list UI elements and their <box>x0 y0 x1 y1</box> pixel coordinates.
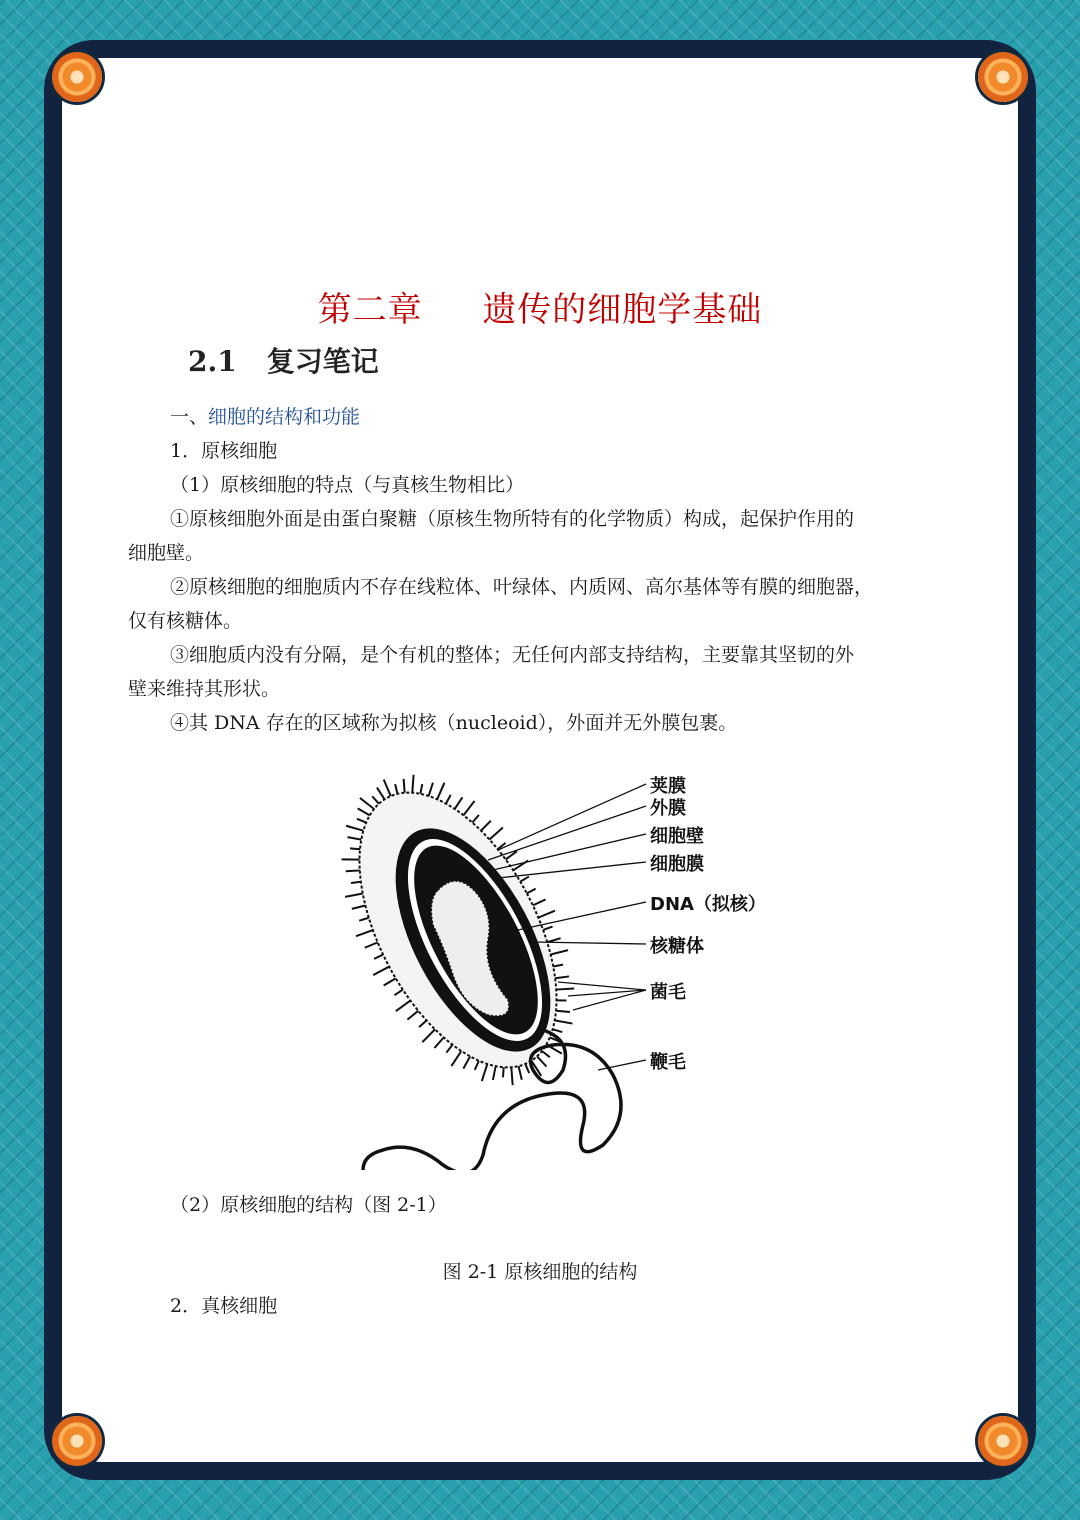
pilus-hair <box>511 1067 512 1085</box>
pilus-hair <box>446 795 451 804</box>
pilus-hair <box>395 784 397 794</box>
pilus-hair <box>357 819 366 823</box>
point-4-line-1: ④其 DNA 存在的区域称为拟核（nucleoid），外面并无外膜包裹。 <box>170 712 738 734</box>
pilus-hair <box>358 808 370 815</box>
point-3-line-1: ③细胞质内没有分隔，是个有机的整体；无任何内部支持结构，主要靠其坚韧的外 <box>170 644 855 666</box>
label-pili: 菌毛 <box>650 982 686 1003</box>
chapter-name: 遗传的细胞学基础 <box>482 290 763 330</box>
pilus-hair <box>537 1056 546 1066</box>
pilus-hair <box>481 821 491 831</box>
heading-1: 一、细胞的结构和功能 <box>170 406 361 428</box>
section-text: 复习笔记 <box>266 345 379 378</box>
pilus-hair <box>463 1056 470 1068</box>
pilus-hair <box>356 930 373 936</box>
pilus-hair <box>525 1064 529 1073</box>
pilus-hair <box>464 801 475 815</box>
pilus-hair <box>350 848 360 849</box>
prokaryotic-cell-figure <box>328 770 768 1170</box>
pilus-hair <box>472 815 479 823</box>
pilus-hair <box>519 1066 522 1080</box>
pilus-hair <box>489 827 502 839</box>
corner-ornament-icon <box>52 52 102 102</box>
pilus-hair <box>553 1029 563 1032</box>
pilus-hair <box>429 783 433 796</box>
pilus-hair <box>352 906 366 909</box>
section-title <box>188 340 379 380</box>
label-dna-nucleoid: DNA（拟核） <box>650 894 766 915</box>
pilus-hair <box>374 955 383 959</box>
label-cell-wall: 细胞壁 <box>650 826 704 847</box>
item-1-1: （1）原核细胞的特点（与真核生物相比） <box>170 474 525 496</box>
page-sheet <box>62 58 1018 1462</box>
pilus-hair <box>384 978 396 985</box>
label-outer-membrane: 外膜 <box>650 798 686 819</box>
pilus-hair <box>377 788 385 800</box>
chapter-number: 第二章 <box>317 290 423 330</box>
pilus-hair <box>372 796 379 803</box>
point-2-line-1: ②原核细胞的细胞质内不存在线粒体、叶绿体、内质网、高尔基体等有膜的细胞器， <box>170 576 874 598</box>
pilus-hair <box>493 1066 496 1080</box>
pilus-hair <box>419 1020 426 1027</box>
pilus-hair <box>394 990 402 996</box>
label-ribosome: 核糖体 <box>650 936 704 957</box>
pilus-hair <box>422 1029 435 1042</box>
pilus-hair <box>555 976 569 978</box>
pilus-hair <box>373 967 389 975</box>
heading-1-text: 细胞的结构和功能 <box>208 406 361 428</box>
item-2: 2．真核细胞 <box>170 1295 278 1317</box>
pilus-hair <box>482 1064 488 1081</box>
pilus-hair <box>359 918 369 921</box>
pilus-hair <box>420 784 422 794</box>
pilus-hair <box>503 1067 504 1077</box>
pilus-hair <box>434 1037 443 1048</box>
pilus-hair <box>455 797 463 809</box>
pilus-hair <box>527 889 536 894</box>
pilus-hair <box>446 1045 452 1053</box>
pilus-hair <box>556 1011 570 1012</box>
item-1-2: （2）原核细胞的结构（图 2-1） <box>170 1194 447 1216</box>
pilus-hair <box>404 779 405 793</box>
pilus-hair <box>542 1051 550 1057</box>
corner-ornament-icon <box>978 1416 1028 1466</box>
label-flagellum: 鞭毛 <box>650 1052 686 1073</box>
pilus-hair <box>365 942 378 947</box>
pilus-hair <box>346 870 360 871</box>
pilus-hair <box>543 927 552 930</box>
chapter-title <box>0 282 1080 331</box>
pilus-hair <box>384 779 391 796</box>
point-3-line-2: 壁来维持其形状。 <box>128 678 281 700</box>
pilus-hair <box>533 899 546 905</box>
pilus-hair <box>451 1051 461 1066</box>
pilus-hair <box>555 1020 573 1023</box>
point-1-line-1: ①原核细胞外面是由蛋白聚糖（原核生物所特有的化学物质）构成，起保护作用的 <box>170 508 855 530</box>
pilus-hair <box>396 1001 411 1012</box>
pilus-hair <box>412 775 413 793</box>
pilus-hair <box>437 783 444 799</box>
item-1: 1．原核细胞 <box>170 440 278 462</box>
pilus-hair <box>407 1011 418 1020</box>
pilus-hair <box>551 950 568 954</box>
pilus-hair <box>345 894 363 897</box>
pilus-hair <box>360 798 374 809</box>
pilus-hair <box>346 826 363 831</box>
pilus-hair <box>553 965 563 967</box>
point-1-line-2: 细胞壁。 <box>128 542 205 564</box>
pilus-hair <box>556 988 574 989</box>
figure-caption: 图 2-1 原核细胞的结构 <box>442 1261 638 1283</box>
pilus-hair <box>475 1061 479 1070</box>
corner-ornament-icon <box>978 52 1028 102</box>
label-capsule: 荚膜 <box>650 776 686 797</box>
point-2-line-2: 仅有核糖体。 <box>128 610 243 632</box>
pilus-hair <box>348 837 362 839</box>
pilus-hair <box>351 882 361 883</box>
pilus-hair <box>520 877 529 882</box>
corner-ornament-icon <box>52 1416 102 1466</box>
section-number: 2.1 <box>188 345 237 378</box>
pilus-hair <box>538 911 555 918</box>
label-cell-membrane: 细胞膜 <box>650 854 704 875</box>
